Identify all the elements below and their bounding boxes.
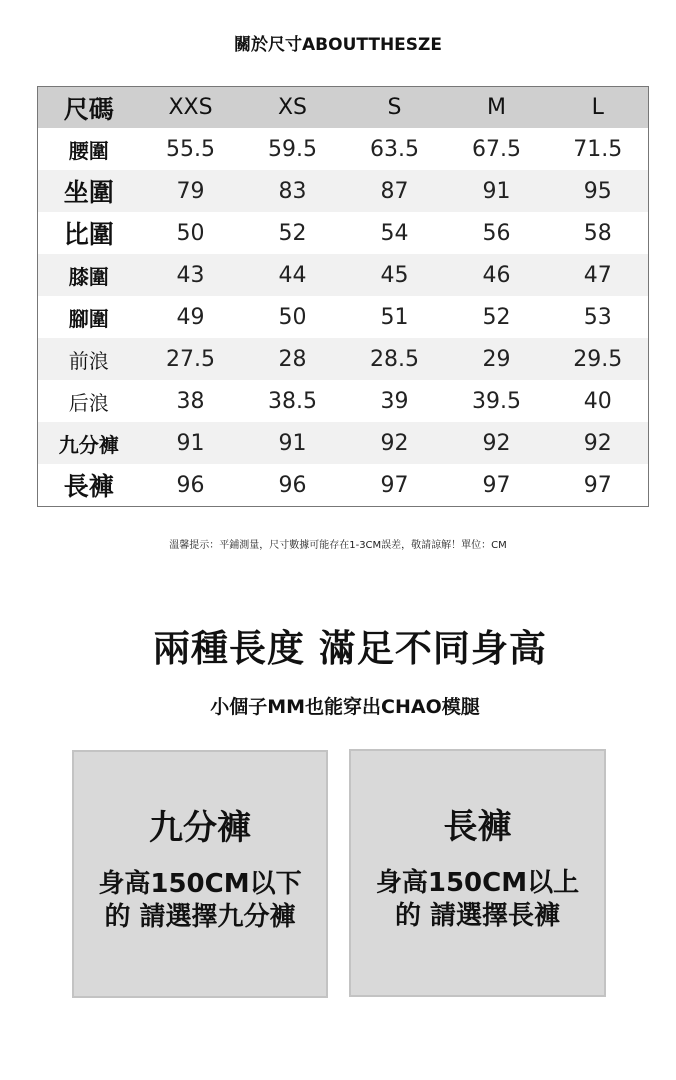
table-cell: 38.5 (268, 388, 317, 414)
table-row (38, 464, 649, 507)
table-row (38, 254, 649, 296)
card-description (74, 868, 326, 934)
row-label-full-length: 長褲 (63, 472, 114, 501)
table-cell: 71.5 (573, 136, 623, 162)
row-label-waist: 腰圍 (68, 138, 109, 163)
table-cell: 55.5 (166, 136, 215, 162)
table-cell: 97 (583, 472, 612, 498)
table-cell: 97 (482, 472, 511, 498)
table-cell: 63.5 (370, 136, 419, 162)
row-label-leg-opening: 腳圍 (68, 306, 109, 331)
measurement-note: 溫馨提示：平鋪測量，尺寸數據可能存在1-3CM誤差，敬請諒解！單位：CM (169, 540, 507, 551)
table-cell: 49 (176, 304, 205, 330)
table-cell: 38 (176, 388, 205, 414)
headline: 兩種長度 滿足不同身高 (153, 627, 547, 670)
card-description (351, 867, 604, 933)
table-row (38, 170, 649, 212)
table-cell: 50 (176, 220, 205, 246)
table-cell: 79 (176, 178, 205, 204)
table-row (38, 338, 649, 380)
table-cell: 29 (482, 346, 511, 372)
table-cell: 40 (583, 388, 612, 414)
table-cell: 27.5 (166, 346, 215, 372)
table-row (38, 422, 649, 464)
row-label-hip: 坐圍 (63, 178, 114, 207)
size-header-s: S (387, 95, 402, 120)
table-cell: 97 (380, 472, 409, 498)
table-cell: 43 (176, 262, 205, 288)
table-cell: 91 (278, 430, 307, 456)
size-header-xxs: XXS (168, 95, 213, 120)
table-cell: 53 (583, 304, 612, 330)
size-header-xs: XS (277, 95, 308, 120)
table-cell: 52 (482, 304, 511, 330)
table-cell: 92 (482, 430, 511, 456)
table-row (38, 128, 649, 170)
size-corner-label: 尺碼 (63, 94, 114, 124)
table-cell: 87 (380, 178, 409, 204)
table-cell: 56 (482, 220, 511, 246)
size-header-m: M (487, 95, 506, 120)
table-cell: 96 (176, 472, 205, 498)
card-line: 身高150CM以上 (375, 868, 580, 898)
row-label-cropped-length: 九分褲 (58, 432, 119, 457)
table-cell: 95 (583, 178, 612, 204)
table-cell: 39.5 (472, 388, 521, 414)
row-label-knee: 膝圍 (68, 264, 109, 289)
table-cell: 45 (380, 262, 409, 288)
table-cell: 91 (482, 178, 511, 204)
card-line: 身高150CM以下 (98, 869, 302, 899)
table-cell: 92 (380, 430, 409, 456)
table-cell: 52 (278, 220, 307, 246)
table-row (38, 380, 649, 422)
cropped-pants-card (72, 750, 328, 998)
table-cell: 39 (380, 388, 409, 414)
size-header-l: L (591, 95, 604, 120)
table-cell: 91 (176, 430, 205, 456)
table-cell: 51 (380, 304, 409, 330)
card-title: 九分褲 (149, 808, 251, 848)
table-cell: 28 (278, 346, 307, 372)
table-cell: 44 (278, 262, 307, 288)
table-cell: 29.5 (573, 346, 623, 372)
table-cell: 54 (380, 220, 409, 246)
table-cell: 47 (583, 262, 612, 288)
table-cell: 58 (583, 220, 612, 246)
page-title: 關於尺寸ABOUTTHESZE (234, 35, 442, 55)
card-title: 長褲 (443, 807, 512, 847)
table-cell: 96 (278, 472, 307, 498)
row-label-back-rise: 后浪 (68, 390, 109, 415)
table-cell: 46 (482, 262, 511, 288)
table-cell: 59.5 (268, 136, 317, 162)
table-row (38, 296, 649, 338)
table-cell: 28.5 (370, 346, 419, 372)
table-row (38, 212, 649, 254)
full-length-pants-card (349, 749, 606, 997)
table-header-row (38, 87, 649, 129)
card-line: 的 請選擇九分褲 (104, 902, 296, 932)
table-cell: 67.5 (472, 136, 521, 162)
card-line: 的 請選擇長褲 (394, 901, 561, 931)
table-cell: 92 (583, 430, 612, 456)
table-cell: 83 (278, 178, 307, 204)
table-cell: 50 (278, 304, 307, 330)
size-chart-table (37, 86, 649, 507)
subheadline: 小個子MM也能穿出CHAO模腿 (210, 696, 480, 718)
row-label-front-rise: 前浪 (68, 348, 109, 373)
row-label-thigh: 比圍 (63, 220, 114, 249)
